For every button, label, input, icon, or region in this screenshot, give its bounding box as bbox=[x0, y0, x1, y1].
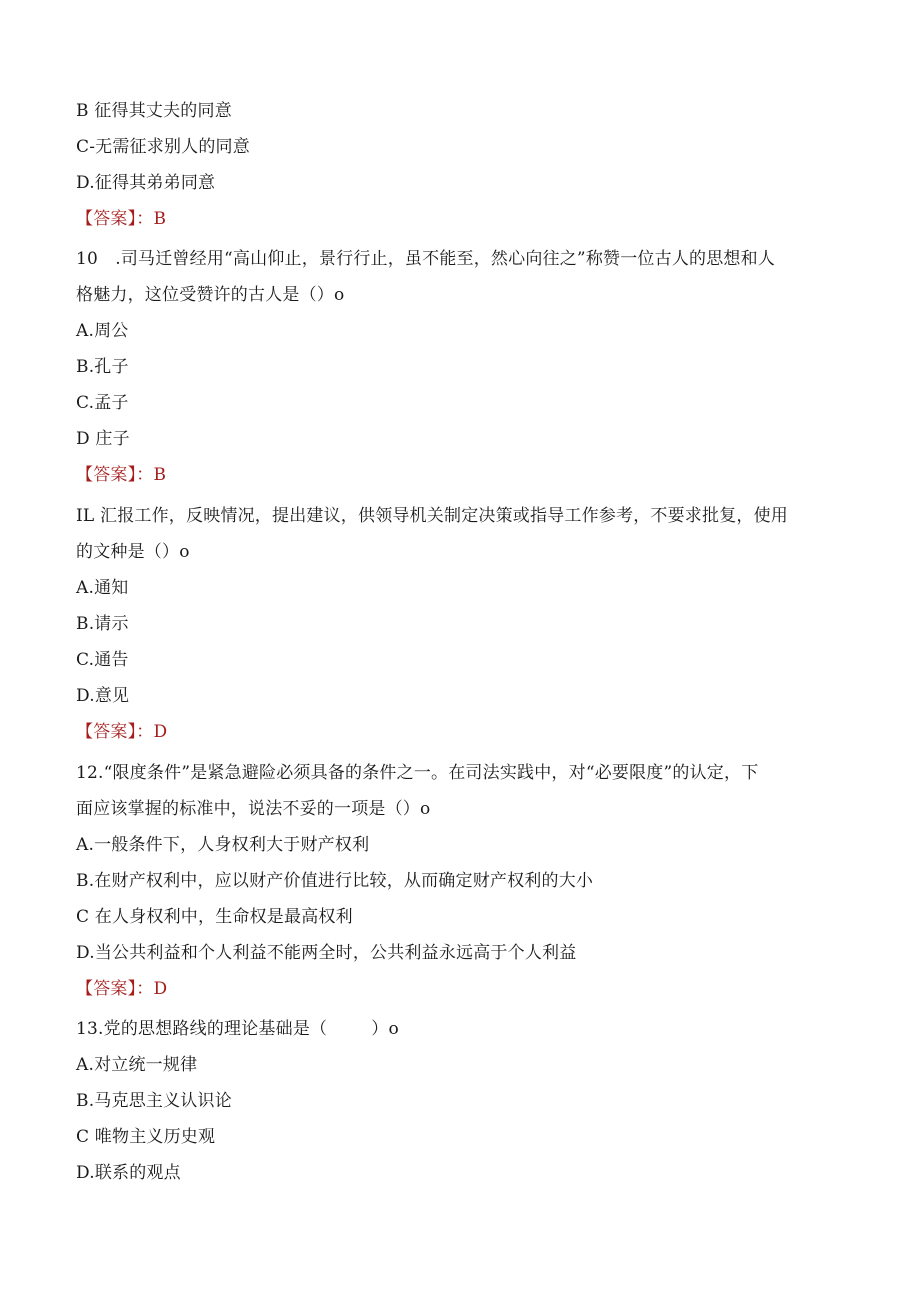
option-c: C-无需征求别人的同意 bbox=[76, 137, 250, 157]
question-10-option-a: A.周公 bbox=[76, 321, 129, 341]
question-12-option-a: A.一般条件下，人身权利大于财产权利 bbox=[76, 835, 370, 855]
question-11-answer: 【答案】：D bbox=[76, 722, 168, 742]
question-13-option-d: D.联系的观点 bbox=[76, 1163, 181, 1183]
question-12-text-line1: 12.“限度条件”是紧急避险必须具备的条件之一。在司法实践中，对“必要限度”的认定，下 bbox=[76, 763, 759, 783]
question-11-option-b: B.请示 bbox=[76, 614, 129, 634]
question-11-text-line1: IL 汇报工作，反映情况，提出建议，供领导机关制定决策或指导工作参考，不要求批复，使用 bbox=[76, 506, 789, 526]
question-10-option-c: C.孟子 bbox=[76, 393, 129, 413]
question-10-answer: 【答案】：B bbox=[76, 465, 167, 485]
question-13-option-c: C 唯物主义历史观 bbox=[76, 1127, 216, 1147]
option-b: B 征得其丈夫的同意 bbox=[76, 101, 232, 121]
option-d: D.征得其弟弟同意 bbox=[76, 173, 216, 193]
question-11-option-d: D.意见 bbox=[76, 686, 130, 706]
question-12-answer: 【答案】：D bbox=[76, 979, 168, 999]
question-12-text-line2: 面应该掌握的标准中，说法不妥的一项是（）o bbox=[76, 799, 431, 819]
question-10-option-b: B.孔子 bbox=[76, 357, 129, 377]
question-10-text-line1: 10 .司马迁曾经用“高山仰止，景行行止，虽不能至，然心向往之”称赞一位古人的思想和人 bbox=[76, 249, 776, 269]
question-11-option-c: C.通告 bbox=[76, 650, 129, 670]
question-13-text-after: ）o bbox=[371, 1019, 399, 1039]
question-11-text-line2: 的文种是（）o bbox=[76, 542, 190, 562]
question-11-option-a: A.通知 bbox=[76, 578, 129, 598]
question-13-option-b: B.马克思主义认识论 bbox=[76, 1091, 232, 1111]
question-13-text bbox=[76, 1018, 399, 1040]
question-10-option-d: D 庄子 bbox=[76, 429, 130, 449]
answer-label: 【答案】：B bbox=[76, 209, 167, 229]
question-12-option-c: C 在人身权利中，生命权是最高权利 bbox=[76, 907, 353, 927]
question-10-text-line2: 格魅力，这位受赞许的古人是（）o bbox=[76, 285, 345, 305]
question-13-text-before: 13.党的思想路线的理论基础是（ bbox=[76, 1019, 328, 1039]
question-12-option-b: B.在财产权利中，应以财产价值进行比较，从而确定财产权利的大小 bbox=[76, 871, 594, 891]
question-12-option-d: D.当公共利益和个人利益不能两全时，公共利益永远高于个人利益 bbox=[76, 943, 577, 963]
question-13-option-a: A.对立统一规律 bbox=[76, 1055, 198, 1075]
